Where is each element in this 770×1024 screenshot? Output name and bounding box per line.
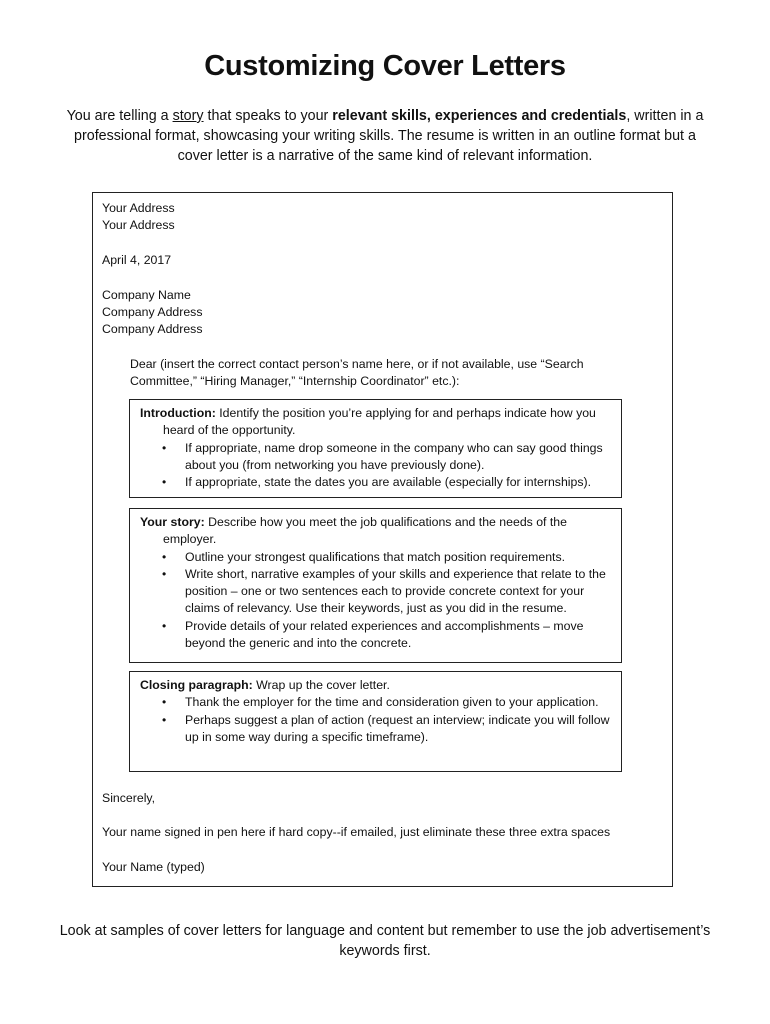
closing-lead	[140, 677, 613, 694]
closing-lead-text: Wrap up the cover letter.	[252, 678, 390, 692]
footer-note: Look at samples of cover letters for language and content but remember to use the job advertisement’s keywords first.	[59, 923, 711, 959]
closing-bullets	[140, 694, 613, 746]
company-address-2: Company Address	[102, 322, 203, 336]
your-story-lead-text: Describe how you meet the job qualifications and the needs of the employer.	[163, 515, 567, 547]
company-name: Company Name	[102, 288, 191, 302]
address-line-2: Your Address	[102, 218, 175, 232]
list-item	[140, 549, 613, 566]
letter-date: April 4, 2017	[102, 253, 172, 267]
bullet-icon: •	[162, 475, 167, 490]
closing-sincerely: Sincerely,	[102, 791, 156, 805]
intro-text-2: that speaks to your	[203, 108, 333, 124]
page-title: Customizing Cover Letters	[204, 50, 566, 82]
list-item-text: If appropriate, name drop someone in the company who can say good things about you (from networking you have previously done).	[185, 440, 603, 472]
your-story-box	[129, 508, 622, 663]
intro-paragraph	[60, 106, 710, 166]
bullet-icon: •	[162, 549, 167, 564]
bullet-icon: •	[162, 618, 167, 633]
your-story-heading: Your story:	[140, 515, 205, 529]
list-item	[140, 618, 613, 653]
your-story-lead	[140, 514, 613, 549]
list-item	[140, 694, 613, 711]
cover-letter-template	[92, 192, 673, 887]
signature-note: Your name signed in pen here if hard copy--if emailed, just eliminate these three extra spaces	[102, 825, 611, 839]
closing-paragraph-box	[129, 671, 622, 772]
list-item-text: Provide details of your related experiences and accomplishments – move beyond the generic and into the concrete.	[185, 618, 584, 651]
intro-text-1: You are telling a	[66, 108, 173, 124]
closing-heading: Closing paragraph:	[140, 678, 253, 692]
introduction-bullets	[140, 440, 613, 492]
introduction-lead	[140, 405, 613, 440]
list-item	[140, 440, 613, 475]
list-item-text: Thank the employer for the time and consideration given to your application.	[185, 695, 599, 710]
list-item-text: Perhaps suggest a plan of action (request an interview; indicate you will follow up in some way during a specific timeframe).	[185, 712, 610, 744]
list-item	[140, 712, 613, 747]
address-line-1: Your Address	[102, 201, 175, 215]
your-story-bullets	[140, 549, 613, 653]
introduction-heading: Introduction:	[140, 406, 216, 420]
typed-name: Your Name (typed)	[102, 860, 205, 874]
intro-story-word: story	[172, 108, 204, 124]
bullet-icon: •	[162, 695, 167, 710]
bullet-icon: •	[162, 566, 167, 581]
intro-bold-phrase: relevant skills, experiences and credentials	[332, 108, 627, 124]
bullet-icon: •	[162, 712, 167, 727]
list-item-text: Write short, narrative examples of your skills and experience that relate to the position – one or two sentences each to provide concrete context for your claims of relevancy. Use their keywords, just as you did in the resume.	[185, 566, 606, 616]
list-item	[140, 474, 613, 491]
bullet-icon: •	[162, 440, 167, 455]
company-address-1: Company Address	[102, 305, 203, 319]
list-item-text: If appropriate, state the dates you are available (especially for internships).	[185, 475, 592, 490]
introduction-box	[129, 399, 622, 498]
introduction-lead-text: Identify the position you’re applying for and perhaps indicate how you heard of the opportunity.	[163, 406, 596, 438]
intro-text-3: , written in a professional format, showcasing your writing skills. The resume is written in an outline format but a cover letter is a narrative of the same kind of relevant information.	[74, 108, 704, 164]
list-item	[140, 566, 613, 618]
list-item-text: Outline your strongest qualifications that match position requirements.	[185, 549, 566, 564]
salutation: Dear (insert the correct contact person’s name here, or if not available, use “Search Committee,” “Hiring Manager,” “Internship Coordinator” etc.):	[130, 357, 584, 388]
